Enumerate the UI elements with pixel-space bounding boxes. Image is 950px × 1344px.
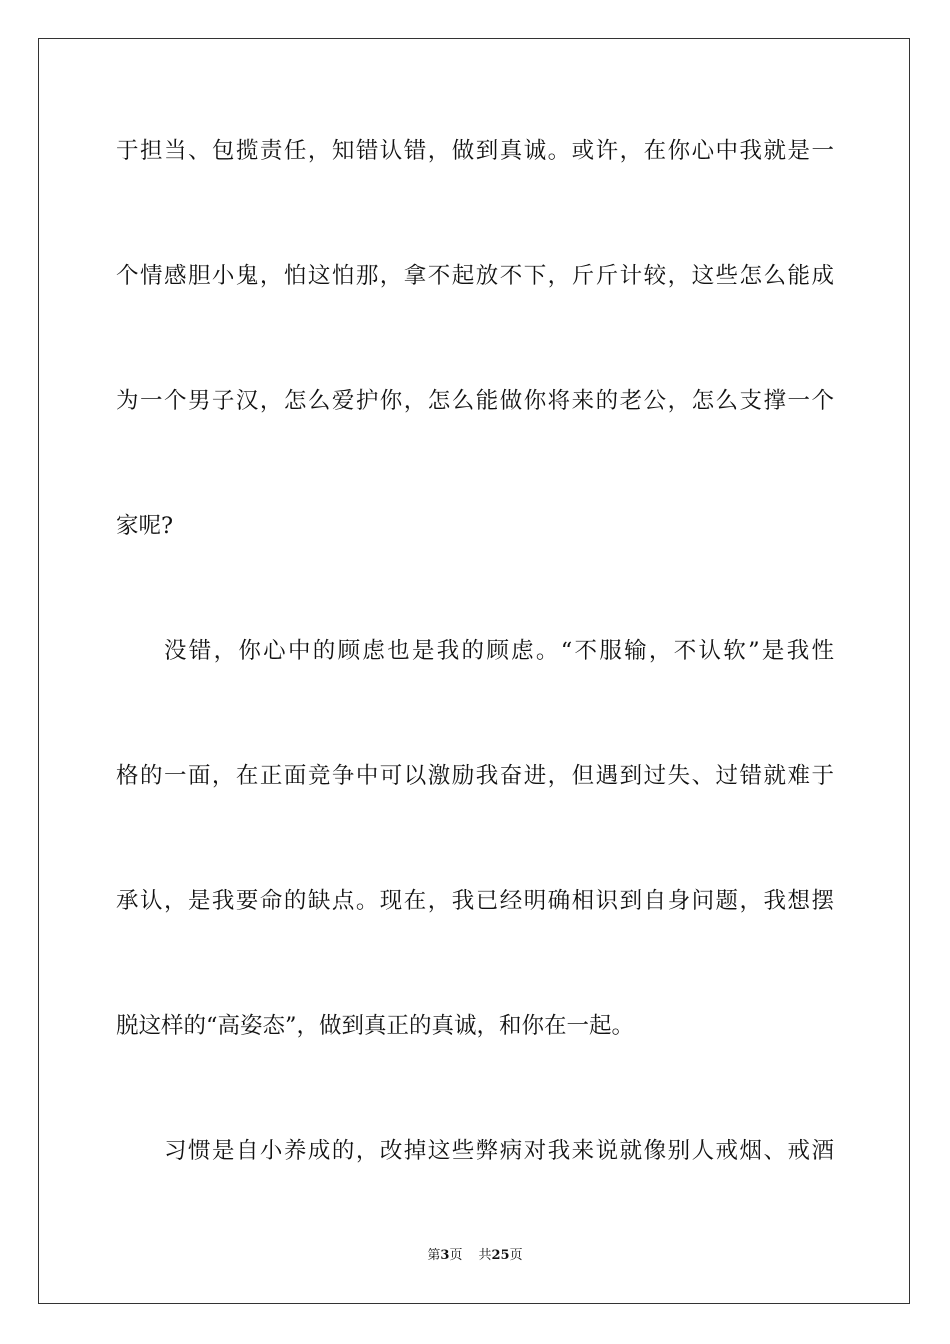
page-border (38, 38, 910, 1304)
text-line-9: 习惯是自小养成的，改掉这些弊病对我来说就像别人戒烟、戒酒 (164, 1138, 834, 1164)
page-suffix: 页 (449, 1248, 463, 1263)
text-line-1: 于担当、包揽责任，知错认错，做到真诚。或许，在你心中我就是一 (116, 138, 834, 164)
text-line-5: 没错，你心中的顾虑也是我的顾虑。“不服输，不认软”是我性 (164, 638, 834, 664)
text-line-3: 为一个男子汉，怎么爱护你，怎么能做你将来的老公，怎么支撑一个 (116, 388, 834, 414)
text-line-6: 格的一面，在正面竞争中可以激励我奋进，但遇到过失、过错就难于 (116, 763, 834, 789)
total-pages: 25 (491, 1248, 510, 1263)
text-line-4: 家呢? (116, 513, 174, 539)
total-prefix: 共 (478, 1248, 492, 1263)
page-footer (0, 1247, 950, 1265)
text-line-7: 承认，是我要命的缺点。现在，我已经明确相识到自身问题，我想摆 (116, 888, 834, 914)
text-line-8: 脱这样的“高姿态”，做到真正的真诚，和你在一起。 (116, 1013, 635, 1039)
text-line-2: 个情感胆小鬼，怕这怕那，拿不起放不下，斤斤计较，这些怎么能成 (116, 263, 834, 289)
page-prefix: 第 (427, 1248, 441, 1263)
total-suffix: 页 (509, 1248, 523, 1263)
page-number: 3 (440, 1248, 450, 1263)
